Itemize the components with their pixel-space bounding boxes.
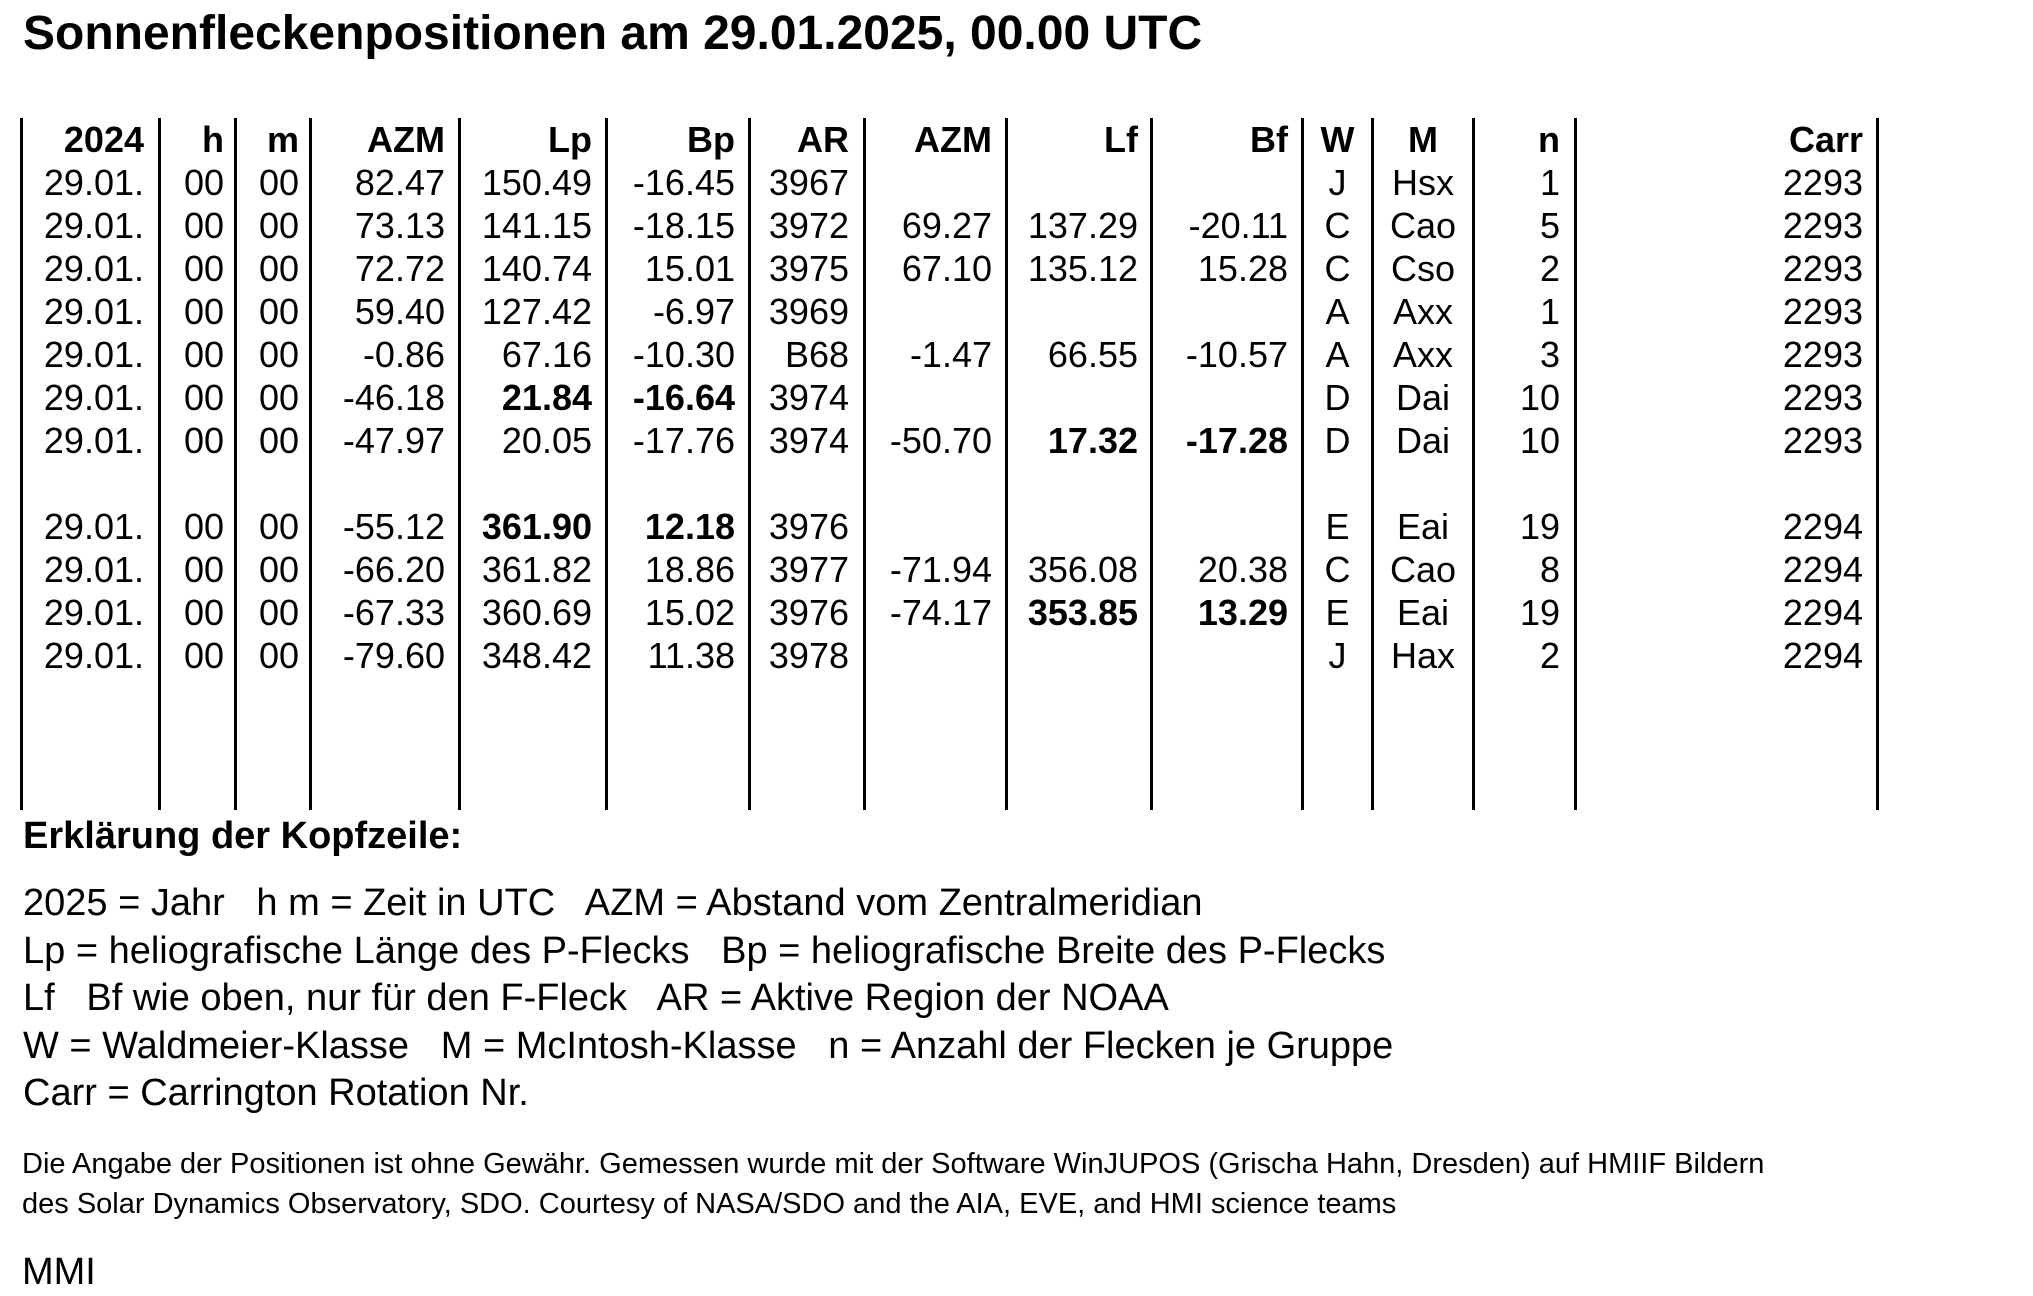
- cell-azm-p: 59.40: [354, 291, 445, 332]
- cell-lp: 150.49: [481, 162, 592, 203]
- note-line: Die Angabe der Positionen ist ohne Gewähr. Gemessen wurde mit der Software WinJUPOS (Grischa Hahn, Dresden) auf HMIIF Bildern: [22, 1148, 1765, 1180]
- cell-mcintosh: Hsx: [1392, 162, 1454, 203]
- cell-hour: 00: [183, 291, 224, 332]
- cell-date: 29.01.: [43, 248, 144, 289]
- cell-date: 29.01.: [43, 162, 144, 203]
- cell-minute: 00: [258, 635, 299, 676]
- cell-count: 10: [1519, 420, 1560, 461]
- cell-carrington: 2294: [1782, 549, 1863, 590]
- cell-lf: [1011, 161, 1138, 204]
- cell-waldmeier: D: [1324, 420, 1351, 461]
- table-row: [0, 634, 2033, 677]
- table-row: [0, 247, 2033, 290]
- cell-bf: -10.57: [1185, 334, 1288, 375]
- cell-lf: 353.85: [1027, 592, 1138, 633]
- explanation-title: Erklärung der Kopfzeile:: [23, 815, 463, 857]
- cell-waldmeier: A: [1325, 334, 1350, 375]
- cell-count: 10: [1519, 377, 1560, 418]
- header-lp: Lp: [548, 119, 592, 160]
- table-row: [0, 591, 2033, 634]
- table-row: [0, 548, 2033, 591]
- cell-azm-p: -79.60: [342, 635, 445, 676]
- header-carrington: Carr: [1788, 119, 1863, 160]
- cell-ar: 3972: [768, 205, 849, 246]
- cell-azm-f: [869, 161, 992, 204]
- cell-carrington: 2294: [1782, 506, 1863, 547]
- cell-carrington: 2293: [1782, 162, 1863, 203]
- cell-mcintosh: Axx: [1392, 291, 1453, 332]
- header-lf: Lf: [1104, 119, 1138, 160]
- cell-ar: 3976: [768, 506, 849, 547]
- cell-date: 29.01.: [43, 377, 144, 418]
- cell-bp: -16.64: [632, 377, 735, 418]
- cell-azm-f: -50.70: [889, 420, 992, 461]
- cell-bf: [1156, 634, 1288, 677]
- cell-bp: -18.15: [632, 205, 735, 246]
- cell-bf: 15.28: [1197, 248, 1288, 289]
- cell-date: 29.01.: [43, 592, 144, 633]
- cell-count: 1: [1539, 291, 1560, 332]
- cell-minute: 00: [258, 377, 299, 418]
- cell-count: 19: [1519, 506, 1560, 547]
- cell-azm-p: -46.18: [342, 377, 445, 418]
- table-row: [0, 290, 2033, 333]
- cell-ar: 3976: [768, 592, 849, 633]
- cell-date: 29.01.: [43, 291, 144, 332]
- cell-date: 29.01.: [43, 334, 144, 375]
- cell-count: 3: [1539, 334, 1560, 375]
- cell-mcintosh: Cao: [1389, 205, 1457, 246]
- cell-waldmeier: C: [1324, 248, 1351, 289]
- cell-lp: 67.16: [501, 334, 592, 375]
- header-minute: m: [266, 119, 299, 160]
- cell-lp: 348.42: [481, 635, 592, 676]
- table-row: [0, 204, 2033, 247]
- header-ar: AR: [797, 119, 849, 160]
- cell-bf: [1156, 161, 1288, 204]
- cell-mcintosh: Cso: [1390, 248, 1456, 289]
- cell-ar: 3967: [768, 162, 849, 203]
- table-row: [0, 333, 2033, 376]
- note-line: des Solar Dynamics Observatory, SDO. Courtesy of NASA/SDO and the AIA, EVE, and HMI science teams: [22, 1188, 1397, 1220]
- explanation-line: Carr = Carrington Rotation Nr.: [23, 1072, 529, 1114]
- cell-hour: 00: [183, 420, 224, 461]
- cell-bf: 13.29: [1197, 592, 1288, 633]
- cell-azm-p: -67.33: [342, 592, 445, 633]
- header-bf: Bf: [1250, 119, 1288, 160]
- cell-ar: 3978: [768, 635, 849, 676]
- cell-azm-p: -55.12: [342, 506, 445, 547]
- explanation-text: [23, 880, 1393, 1118]
- cell-mcintosh: Dai: [1395, 377, 1451, 418]
- cell-ar: 3977: [768, 549, 849, 590]
- cell-date: 29.01.: [43, 635, 144, 676]
- cell-waldmeier: A: [1325, 291, 1350, 332]
- cell-minute: 00: [258, 506, 299, 547]
- explanation-line: W = Waldmeier-Klasse M = McIntosh-Klasse n = Anzahl der Flecken je Gruppe: [23, 1024, 1394, 1067]
- header-hour: h: [202, 119, 224, 160]
- table-row: [0, 376, 2033, 419]
- cell-carrington: 2293: [1782, 334, 1863, 375]
- cell-waldmeier: J: [1328, 635, 1347, 676]
- cell-lp: 361.90: [481, 506, 592, 547]
- cell-lf: 137.29: [1027, 205, 1138, 246]
- cell-mcintosh: Hax: [1390, 635, 1456, 676]
- header-waldmeier: W: [1320, 119, 1355, 160]
- cell-bp: 11.38: [647, 635, 735, 676]
- disclaimer-note: [22, 1144, 1764, 1224]
- cell-count: 5: [1539, 205, 1560, 246]
- author-signature: MMI: [22, 1251, 96, 1293]
- cell-waldmeier: E: [1325, 592, 1350, 633]
- cell-waldmeier: D: [1324, 377, 1351, 418]
- table-row: [0, 505, 2033, 548]
- explanation-line: Lf Bf wie oben, nur für den F-Fleck AR = Aktive Region der NOAA: [23, 977, 1169, 1019]
- cell-waldmeier: C: [1324, 205, 1351, 246]
- table-row: [0, 419, 2033, 462]
- cell-count: 2: [1539, 248, 1560, 289]
- cell-lp: 21.84: [501, 377, 592, 418]
- cell-bp: -10.30: [632, 334, 735, 375]
- cell-lf: [1011, 505, 1138, 548]
- cell-carrington: 2293: [1782, 205, 1863, 246]
- cell-ar: 3969: [768, 291, 849, 332]
- cell-azm-f: [869, 376, 992, 419]
- cell-minute: 00: [258, 205, 299, 246]
- cell-mcintosh: Dai: [1395, 420, 1451, 461]
- explanation-line: Lp = heliografische Länge des P-Flecks Bp = heliografische Breite des P-Flecks: [23, 929, 1386, 972]
- cell-mcintosh: Cao: [1389, 549, 1457, 590]
- cell-lf: [1011, 376, 1138, 419]
- cell-lp: 20.05: [501, 420, 592, 461]
- cell-lp: 361.82: [481, 549, 592, 590]
- cell-bp: 18.86: [644, 549, 735, 590]
- cell-hour: 00: [183, 549, 224, 590]
- cell-date: 29.01.: [43, 506, 144, 547]
- cell-bf: 20.38: [1197, 549, 1288, 590]
- cell-azm-p: -66.20: [342, 549, 445, 590]
- cell-minute: 00: [258, 592, 299, 633]
- cell-azm-f: -1.47: [909, 334, 992, 375]
- cell-count: 1: [1539, 162, 1560, 203]
- page-title: Sonnenfleckenpositionen am 29.01.2025, 00.00 UTC: [23, 7, 1203, 60]
- cell-date: 29.01.: [43, 205, 144, 246]
- cell-lf: 356.08: [1027, 549, 1138, 590]
- cell-hour: 00: [183, 506, 224, 547]
- cell-waldmeier: J: [1328, 162, 1347, 203]
- cell-count: 8: [1539, 549, 1560, 590]
- cell-carrington: 2293: [1782, 420, 1863, 461]
- cell-minute: 00: [258, 162, 299, 203]
- cell-minute: 00: [258, 334, 299, 375]
- cell-lf: [1011, 290, 1138, 333]
- cell-azm-f: 67.10: [901, 248, 992, 289]
- cell-carrington: 2294: [1782, 635, 1863, 676]
- header-count: n: [1538, 119, 1560, 160]
- cell-lf: 66.55: [1047, 334, 1138, 375]
- cell-azm-f: [869, 634, 992, 677]
- cell-date: 29.01.: [43, 420, 144, 461]
- header-azm-f: AZM: [914, 119, 992, 160]
- cell-lf: 135.12: [1027, 248, 1138, 289]
- header-bp: Bp: [687, 119, 735, 160]
- cell-azm-f: 69.27: [901, 205, 992, 246]
- table-row: [0, 161, 2033, 204]
- cell-azm-f: [869, 290, 992, 333]
- cell-azm-p: 82.47: [354, 162, 445, 203]
- cell-lf: 17.32: [1047, 420, 1138, 461]
- cell-lp: 127.42: [481, 291, 592, 332]
- cell-bf: [1156, 505, 1288, 548]
- cell-minute: 00: [258, 248, 299, 289]
- cell-carrington: 2293: [1782, 291, 1863, 332]
- cell-mcintosh: Axx: [1392, 334, 1453, 375]
- table-header: [0, 118, 2033, 161]
- cell-bf: [1156, 376, 1288, 419]
- cell-carrington: 2293: [1782, 377, 1863, 418]
- cell-lf: [1011, 634, 1138, 677]
- cell-azm-p: 72.72: [354, 248, 445, 289]
- cell-waldmeier: C: [1324, 549, 1351, 590]
- cell-date: 29.01.: [43, 549, 144, 590]
- cell-minute: 00: [258, 291, 299, 332]
- cell-bp: -16.45: [632, 162, 735, 203]
- cell-hour: 00: [183, 377, 224, 418]
- cell-bf: -20.11: [1188, 205, 1288, 246]
- cell-mcintosh: Eai: [1396, 592, 1450, 633]
- cell-bp: -17.76: [632, 420, 735, 461]
- cell-bp: 15.02: [644, 592, 735, 633]
- cell-bp: 15.01: [644, 248, 735, 289]
- cell-ar: 3974: [768, 420, 849, 461]
- header-year: 2024: [63, 119, 144, 160]
- cell-azm-f: -71.94: [889, 549, 992, 590]
- cell-azm-p: -47.97: [342, 420, 445, 461]
- cell-bp: -6.97: [652, 291, 735, 332]
- cell-waldmeier: E: [1325, 506, 1350, 547]
- cell-mcintosh: Eai: [1396, 506, 1450, 547]
- cell-bf: [1156, 290, 1288, 333]
- cell-minute: 00: [258, 549, 299, 590]
- cell-lp: 140.74: [481, 248, 592, 289]
- cell-hour: 00: [183, 635, 224, 676]
- cell-minute: 00: [258, 420, 299, 461]
- cell-lp: 360.69: [481, 592, 592, 633]
- cell-carrington: 2294: [1782, 592, 1863, 633]
- cell-ar: 3975: [768, 248, 849, 289]
- cell-ar: 3974: [768, 377, 849, 418]
- cell-hour: 00: [183, 592, 224, 633]
- cell-count: 2: [1539, 635, 1560, 676]
- header-azm-p: AZM: [367, 119, 445, 160]
- cell-lp: 141.15: [481, 205, 592, 246]
- cell-hour: 00: [183, 248, 224, 289]
- cell-carrington: 2293: [1782, 248, 1863, 289]
- cell-ar: B68: [784, 334, 849, 375]
- explanation-line: 2025 = Jahr h m = Zeit in UTC AZM = Abstand vom Zentralmeridian: [23, 882, 1203, 924]
- cell-azm-f: -74.17: [889, 592, 992, 633]
- cell-hour: 00: [183, 205, 224, 246]
- cell-azm-p: -0.86: [362, 334, 445, 375]
- cell-azm-p: 73.13: [354, 205, 445, 246]
- cell-count: 19: [1519, 592, 1560, 633]
- cell-hour: 00: [183, 334, 224, 375]
- cell-bf: -17.28: [1185, 420, 1288, 461]
- cell-azm-f: [869, 505, 992, 548]
- cell-hour: 00: [183, 162, 224, 203]
- cell-bp: 12.18: [644, 506, 735, 547]
- header-mcintosh: M: [1408, 119, 1438, 160]
